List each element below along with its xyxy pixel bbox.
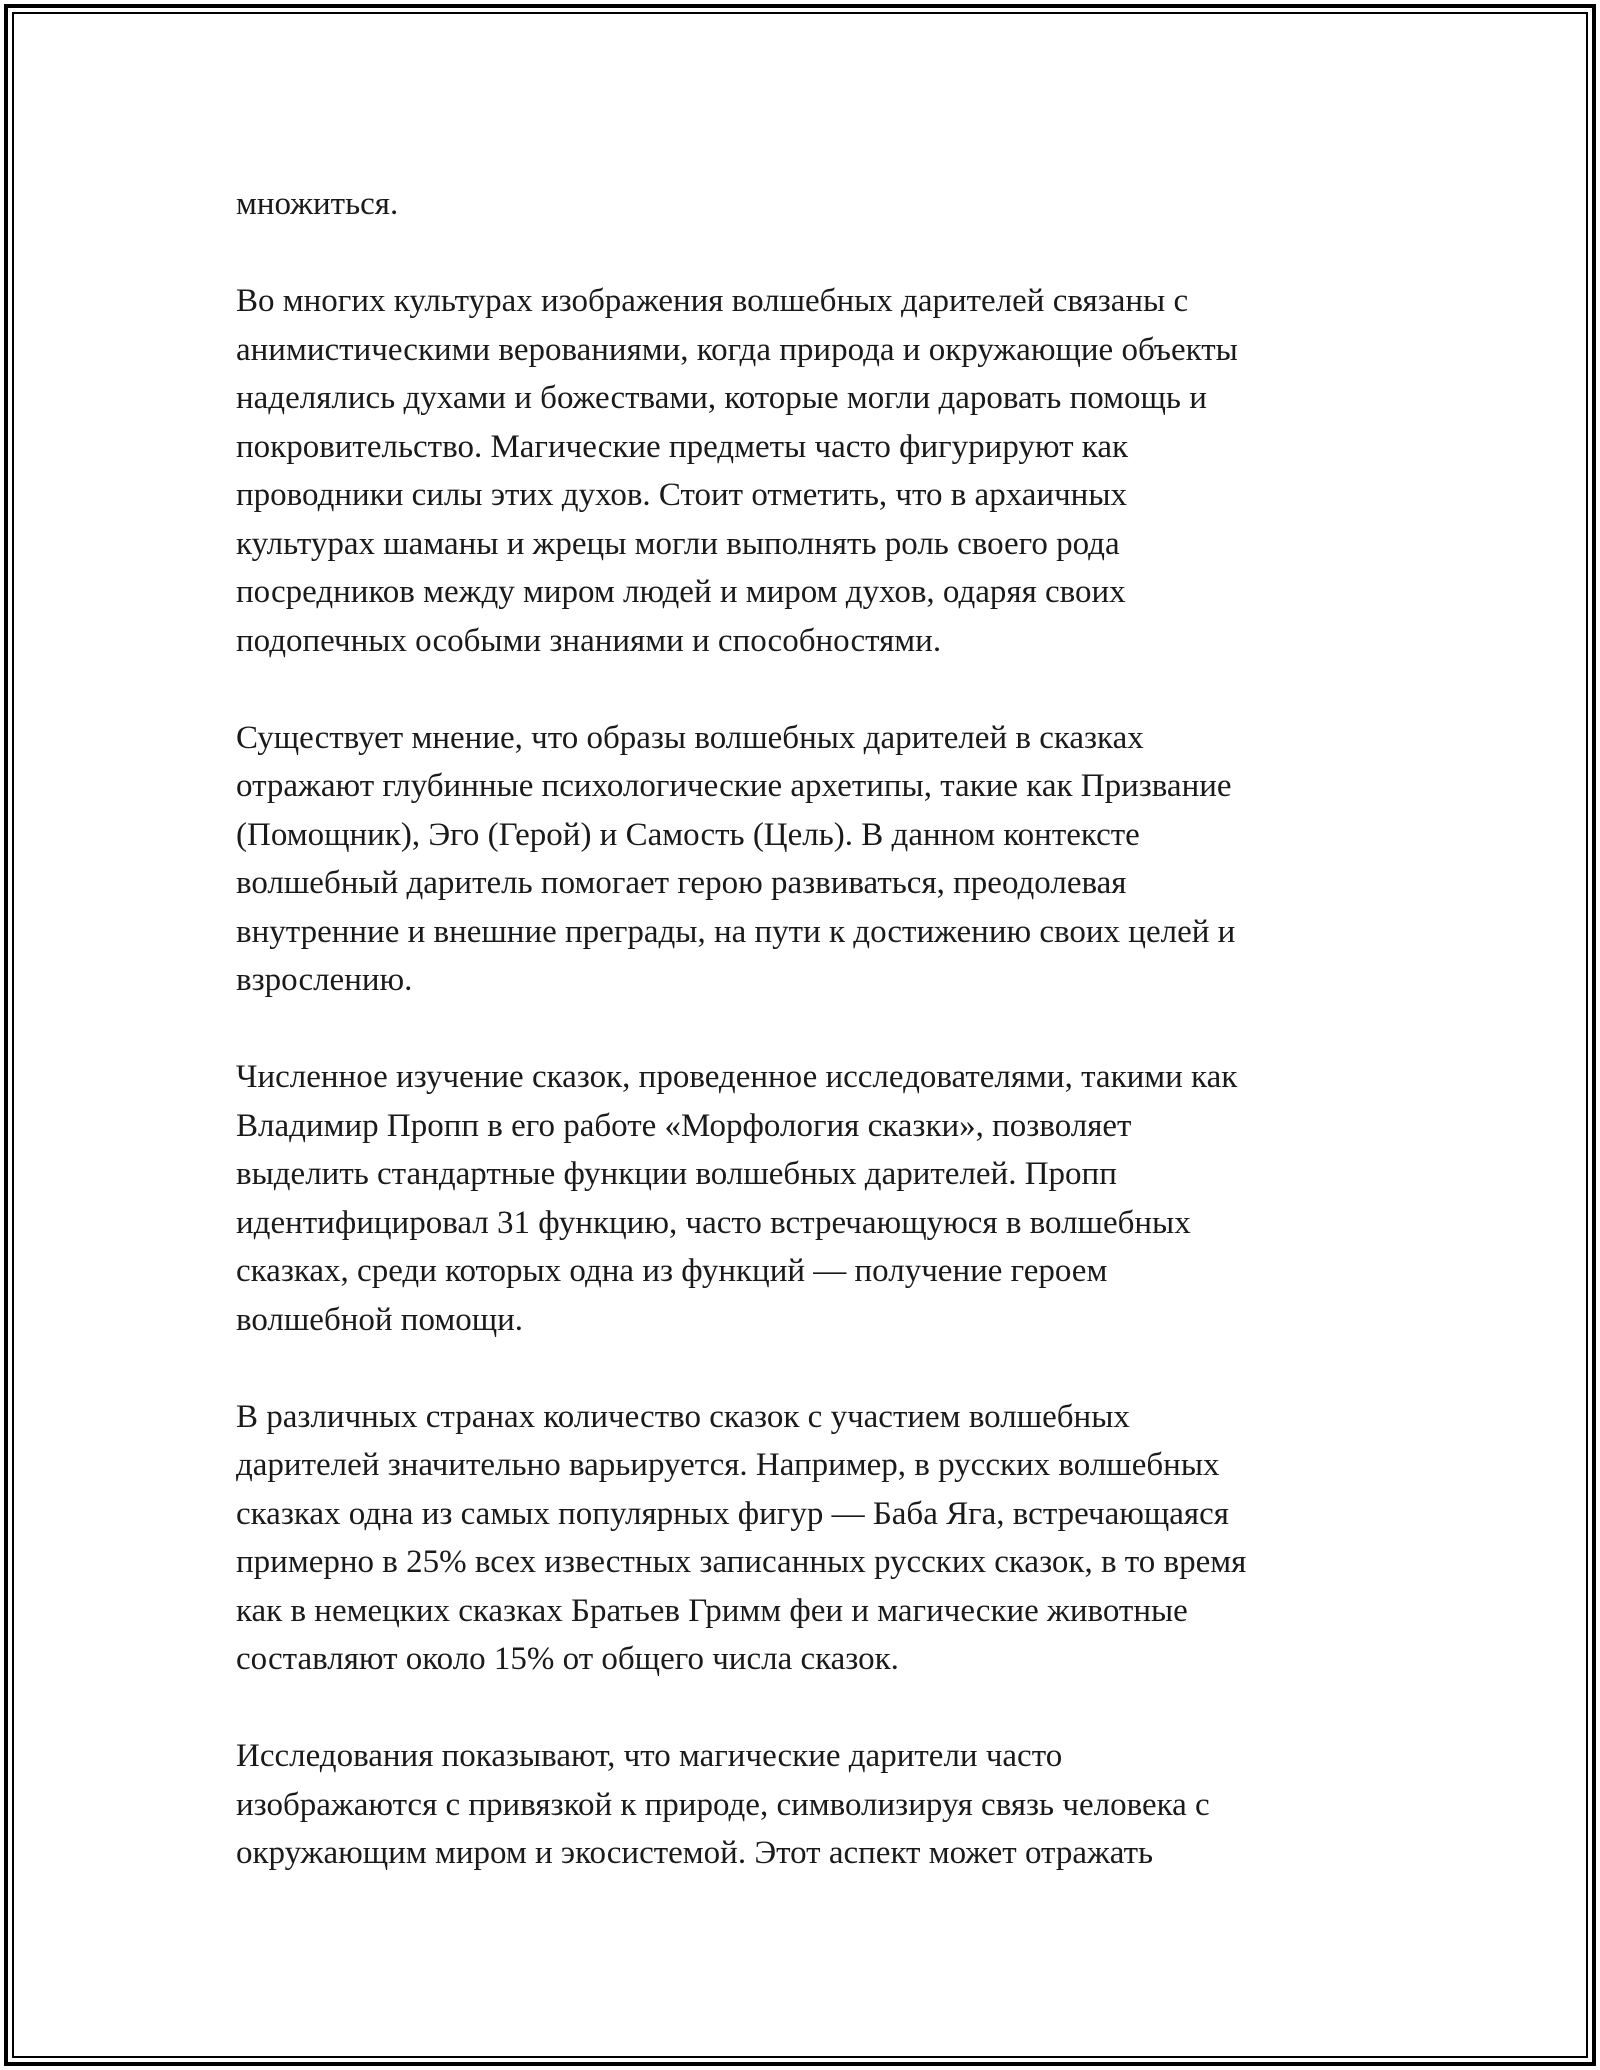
paragraph-5: В различных странах количество сказок с участием волшебных дарителей значительно варьируется. Например, в русских волшебных сказках одна из самых популярных фигур — Баба Яга, встречающаяся примерно в 25% всех известных записанных русских сказок, в то время как в немецких сказках Братьев Гримм феи и магические животные составляют около 15% от общего числа сказок.	[236, 1398, 1247, 1677]
document-body	[236, 180, 1376, 1926]
paragraph-6: Исследования показывают, что магические дарители часто изображаются с привязкой к природе, символизируя связь человека с окружающим миром и экосистемой. Этот аспект может отражать	[236, 1738, 1210, 1871]
paragraph-3: Существует мнение, что образы волшебных дарителей в сказках отражают глубинные психологические архетипы, такие как Призвание (Помощник), Эго (Герой) и Самость (Цель). В данном контексте волшебный даритель помогает герою развиваться, преодолевая внутренние и внешние преграды, на пути к достижению своих целей и взрослению.	[236, 719, 1236, 998]
paragraph-1: множиться.	[236, 186, 399, 222]
paragraph-2: Во многих культурах изображения волшебных дарителей связаны с анимистическими верованиями, когда природа и окружающие объекты наделялись духами и божествами, которые могли даровать помощь и покровительство. Магические предметы часто фигурируют как проводники силы этих духов. Стоит отметить, что в архаичных культурах шаманы и жрецы могли выполнять роль своего рода посредников между миром людей и миром духов, одаряя своих подопечных особыми знаниями и способностями.	[236, 283, 1238, 659]
paragraph-4: Численное изучение сказок, проведенное исследователями, такими как Владимир Пропп в его работе «Морфология сказки», позволяет выделить стандартные функции волшебных дарителей. Пропп идентифицировал 31 функцию, часто встречающуюся в волшебных сказках, среди которых одна из функций — получение героем волшебной помощи.	[236, 1059, 1238, 1338]
